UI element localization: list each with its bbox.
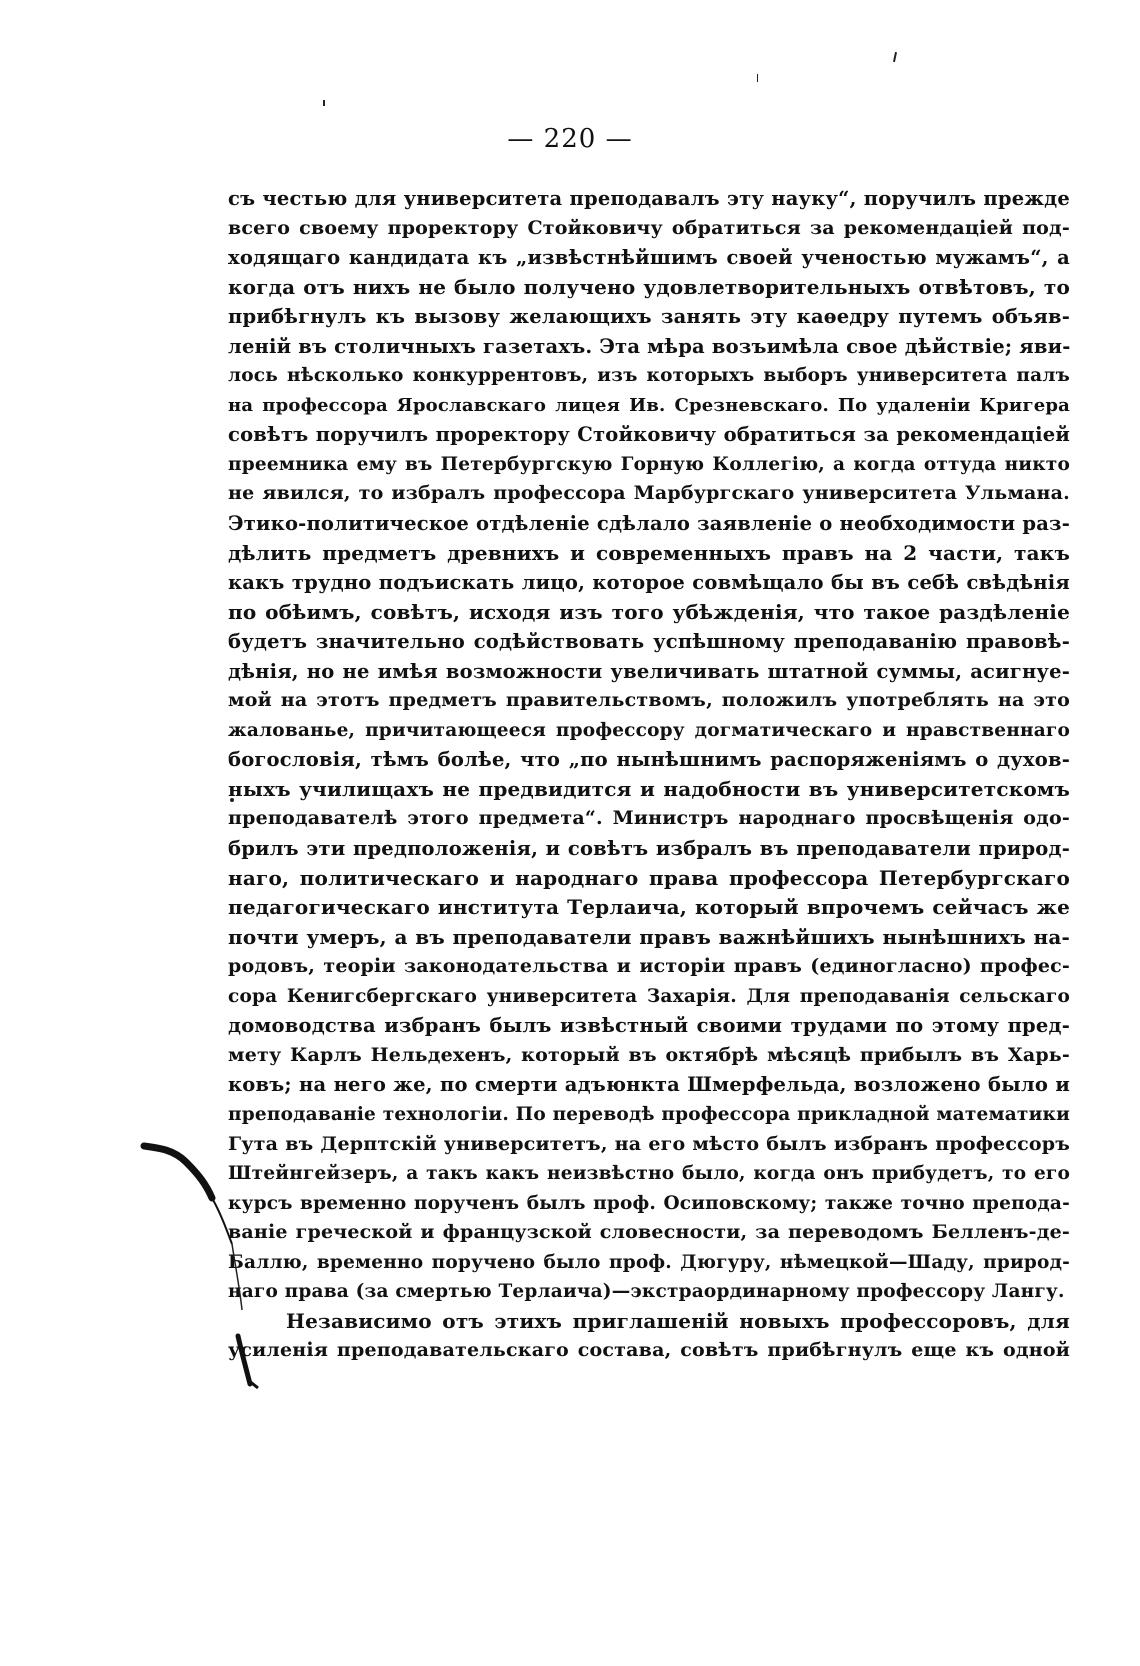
page-number: — 220 — (507, 124, 633, 154)
text-line: ходящаго кандидата къ „извѣстнѣйшимъ своей ученостью мужамъ“, а (228, 246, 1070, 270)
text-line: курсъ временно порученъ былъ проф. Осиповскому; также точно препода- (228, 1192, 1070, 1214)
text-line: родовъ, теоріи законодательства и исторіи правъ (единогласно) профес- (228, 955, 1070, 978)
text-line: брилъ эти предположенія, и совѣтъ избралъ въ преподаватели природ- (228, 837, 1070, 861)
text-line: Независимо отъ этихъ приглашеній новыхъ профессоровъ, для (286, 1308, 1070, 1333)
text-line: прибѣгнулъ къ вызову желающихъ занять эту каѳедру путемъ объяв- (228, 305, 1070, 329)
text-line: наго права (за смертью Терлаича)—экстраординарному профессору Лангу. (228, 1281, 1065, 1303)
text-line: Штейнгейзеръ, а такъ какъ неизвѣстно было, когда онъ прибудетъ, то его (228, 1163, 1070, 1185)
text-line: на профессора Ярославскаго лицея Ив. Срезневскаго. По удаленіи Кригера (228, 394, 1070, 416)
text-line: богословія, тѣмъ болѣе, что „по нынѣшнимъ распоряженіямъ о духов- (228, 748, 1070, 772)
scan-artifact-stroke (140, 1140, 290, 1410)
text-line: лось нѣсколько конкуррентовъ, изъ которыхъ выборъ университета палъ (228, 365, 1070, 387)
text-line: преподаваніе технологіи. По переводѣ профессора прикладной математики (228, 1103, 1070, 1125)
text-line: домоводства избранъ былъ извѣстный своими трудами по этому пред- (228, 1014, 1070, 1038)
text-line: всего своему проректору Стойковичу обратиться за рекомендаціей под- (228, 216, 1070, 239)
text-line: Баллю, временно поручено было проф. Дюгуру, нѣмецкой—Шаду, природ- (228, 1251, 1070, 1273)
text-line: почти умеръ, а въ преподаватели правъ важнѣйшихъ нынѣшнихъ на- (228, 924, 1070, 949)
text-line: жалованье, причитающееся профессору догматическаго и нравственнаго (228, 719, 1070, 741)
text-line: Гута въ Дерптскій университетъ, на его мѣсто былъ избранъ профессоръ (228, 1132, 1070, 1155)
text-line: будетъ значительно содѣйствовать успѣшному преподаванію правовѣ- (228, 630, 1070, 654)
scan-speck (893, 52, 897, 62)
text-line: какъ трудно подъискать лицо, которое совмѣщало бы въ себѣ свѣдѣнія (228, 571, 1070, 595)
text-line: преемника ему въ Петербургскую Горную Коллегію, а когда оттуда никто (228, 453, 1070, 475)
text-line: съ честью для университета преподавалъ эту науку“, поручилъ прежде (228, 187, 1070, 210)
text-line: ковъ; на него же, по смерти адъюнкта Шмерфельда, возложено было и (228, 1073, 1070, 1097)
text-line: ваніе греческой и французской словесности, за переводомъ Белленъ-де- (228, 1221, 1070, 1244)
scan-speck (757, 74, 758, 82)
text-line: леній въ столичныхъ газетахъ. Эта мѣра возъимѣла свое дѣйствіе; яви- (228, 334, 1071, 358)
text-line: наго, политическаго и народнаго права профессора Петербургскаго (228, 865, 1070, 890)
text-line: Этико-политическое отдѣленіе сдѣлало заявленіе о необходимости раз- (228, 512, 1070, 536)
text-line: педагогическаго института Терлаича, который впрочемъ сейчасъ же (228, 895, 1070, 920)
text-line: преподавателѣ этого предмета“. Министръ народнаго просвѣщенія одо- (228, 807, 1070, 830)
scan-speck (323, 100, 325, 106)
text-line: совѣтъ поручилъ проректору Стойковичу обратиться за рекомендаціей (228, 423, 1070, 447)
text-line: усиленія преподавательскаго состава, совѣтъ прибѣгнулъ еще къ одной (228, 1339, 1070, 1362)
body-text (228, 184, 1070, 1366)
text-line: дѣлить предметъ древнихъ и современныхъ правъ на 2 части, такъ (228, 540, 1070, 565)
text-line: дѣнія, но не имѣя возможности увеличивать штатной суммы, асигнуе- (228, 659, 1070, 683)
text-line: по обѣимъ, совѣтъ, исходя изъ того убѣжденія, что такое раздѣленіе (228, 599, 1070, 624)
text-line: мой на этотъ предметъ правительствомъ, положилъ употреблять на это (228, 689, 1070, 712)
text-line: не явился, то избралъ профессора Марбургскаго университета Ульмана. (228, 482, 1070, 505)
text-line: ныхъ училищахъ не предвидится и надобности въ университетскомъ (228, 776, 1070, 801)
text-line: мету Карлъ Нельдехенъ, который въ октябрѣ мѣсяцѣ прибылъ въ Харь- (228, 1043, 1070, 1066)
text-line: когда отъ нихъ не было получено удовлетворительныхъ отвѣтовъ, то (228, 274, 1070, 299)
text-line: сора Кенигсбергскаго университета Захарія. Для преподаванія сельскаго (228, 985, 1070, 1007)
